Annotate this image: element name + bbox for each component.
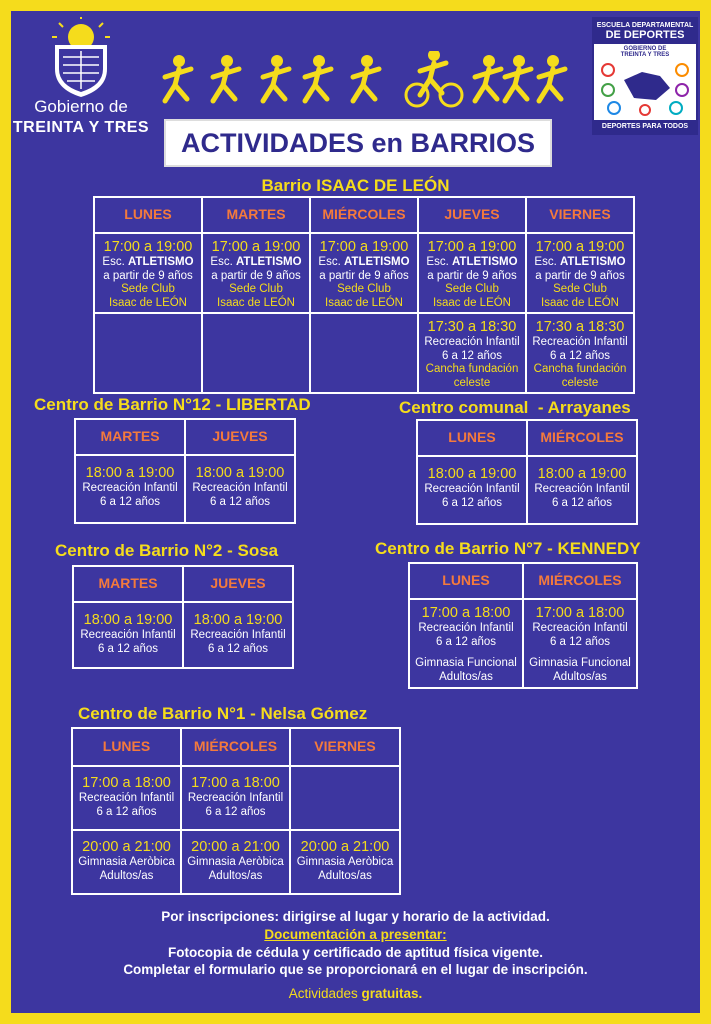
day-header: MARTES bbox=[202, 197, 310, 233]
age: 6 a 12 años bbox=[209, 495, 271, 508]
activity: Recreación Infantil bbox=[534, 483, 630, 495]
footer-free-bold: gratuitas. bbox=[361, 986, 423, 1001]
time: 17:00 a 19:00 bbox=[427, 239, 517, 255]
place: Sede Club bbox=[229, 283, 283, 295]
activity bbox=[96, 256, 200, 270]
time: 18:00 a 19:00 bbox=[195, 465, 285, 481]
day-header: JUEVES bbox=[183, 566, 293, 602]
activity: Gimnasia Aeròbica bbox=[296, 856, 394, 868]
day-header: MIÉRCOLES bbox=[527, 420, 637, 456]
section-title-nelsa: Centro de Barrio N°1 - Nelsa Gómez bbox=[78, 704, 368, 723]
activity-prefix: Esc. bbox=[318, 256, 344, 268]
age: a partir de 9 años bbox=[319, 269, 409, 282]
place: celeste bbox=[453, 376, 491, 389]
age: 6 a 12 años bbox=[96, 805, 157, 818]
age: Adultos/as bbox=[553, 670, 607, 683]
place: Sede Club bbox=[553, 283, 607, 295]
activity-prefix: Esc. bbox=[102, 256, 128, 268]
age: 6 a 12 años bbox=[549, 349, 611, 362]
age: a partir de 9 años bbox=[427, 269, 517, 282]
activity-name: ATLETISMO bbox=[451, 256, 518, 268]
activity-name: ATLETISMO bbox=[235, 256, 302, 268]
activity-prefix: Esc. bbox=[426, 256, 452, 268]
sports-school-badge-icon bbox=[592, 17, 698, 135]
schedule-libertad bbox=[74, 418, 296, 524]
footer-free bbox=[11, 986, 700, 1001]
time: 17:00 a 18:00 bbox=[421, 605, 511, 621]
section-title-kennedy: Centro de Barrio N°7 - KENNEDY bbox=[375, 539, 641, 558]
schedule-cell bbox=[418, 233, 526, 313]
page-title: ACTIVIDADES en BARRIOS bbox=[164, 119, 552, 167]
schedule-cell-empty bbox=[290, 766, 400, 830]
logo-text bbox=[6, 97, 156, 137]
schedule-cell bbox=[418, 313, 526, 393]
footer-form: Completar el formulario que se proporcionará en el lugar de inscripción. bbox=[123, 962, 588, 977]
day-header: JUEVES bbox=[418, 197, 526, 233]
schedule-cell bbox=[94, 233, 202, 313]
place: Isaac de LEÓN bbox=[217, 296, 295, 309]
time: 17:30 a 18:30 bbox=[427, 319, 517, 335]
activity: Recreación Infantil bbox=[532, 336, 628, 348]
age: a partir de 9 años bbox=[535, 269, 625, 282]
activity-prefix: Esc. bbox=[534, 256, 560, 268]
schedule-cell bbox=[523, 599, 637, 688]
place: celeste bbox=[561, 376, 599, 389]
schedule-cell bbox=[72, 766, 181, 830]
time: 17:00 a 18:00 bbox=[191, 775, 280, 791]
day-header: LUNES bbox=[72, 728, 181, 766]
day-header: MIÉRCOLES bbox=[181, 728, 290, 766]
day-header: JUEVES bbox=[185, 419, 295, 455]
schedule-cell bbox=[526, 233, 634, 313]
schedule-cell bbox=[185, 455, 295, 523]
day-header: LUNES bbox=[417, 420, 527, 456]
time: 18:00 a 19:00 bbox=[193, 612, 283, 628]
activity: Recreación Infantil bbox=[80, 629, 176, 641]
day-header: MARTES bbox=[73, 566, 183, 602]
time: 20:00 a 21:00 bbox=[300, 839, 390, 855]
age: a partir de 9 años bbox=[211, 269, 301, 282]
age: 6 a 12 años bbox=[207, 642, 269, 655]
section-title-libertad: Centro de Barrio N°12 - LIBERTAD bbox=[34, 395, 311, 414]
day-header: MIÉRCOLES bbox=[523, 563, 637, 599]
day-header: LUNES bbox=[409, 563, 523, 599]
schedule-cell-empty bbox=[202, 313, 310, 393]
schedule-nelsa bbox=[71, 727, 401, 895]
badge-footer: DEPORTES PARA TODOS bbox=[594, 120, 696, 133]
age: Adultos/as bbox=[439, 670, 493, 683]
activity bbox=[528, 256, 632, 270]
poster bbox=[11, 11, 700, 1013]
badge-line3: GOBIERNO DE TREINTA Y TRES bbox=[620, 46, 670, 58]
activity: Gimnasia Funcional bbox=[415, 657, 517, 669]
schedule-cell bbox=[527, 456, 637, 524]
age: 6 a 12 años bbox=[97, 642, 159, 655]
activity-name: ATLETISMO bbox=[343, 256, 410, 268]
activity: Recreación Infantil bbox=[187, 792, 284, 804]
place: Cancha fundación bbox=[533, 363, 627, 375]
activity: Recreación Infantil bbox=[190, 629, 286, 641]
age: 6 a 12 años bbox=[551, 496, 613, 509]
age: 6 a 12 años bbox=[549, 635, 611, 648]
activity: Recreación Infantil bbox=[82, 482, 178, 494]
badge-sports-icons bbox=[594, 60, 696, 116]
schedule-isaac bbox=[93, 196, 635, 394]
coat-of-arms-icon bbox=[49, 17, 113, 99]
age: 6 a 12 años bbox=[441, 349, 503, 362]
schedule-cell bbox=[75, 455, 185, 523]
schedule-cell bbox=[183, 602, 293, 668]
footer-documents-label: Documentación a presentar: bbox=[264, 927, 447, 942]
schedule-cell-empty bbox=[310, 313, 418, 393]
time: 18:00 a 19:00 bbox=[83, 612, 173, 628]
schedule-cell bbox=[409, 599, 523, 688]
logo-line2: TREINTA Y TRES bbox=[12, 119, 150, 136]
schedule-cell-empty bbox=[94, 313, 202, 393]
day-header: MIÉRCOLES bbox=[310, 197, 418, 233]
place: Sede Club bbox=[337, 283, 391, 295]
badge-header bbox=[594, 19, 696, 44]
footer-inscriptions: Por inscripciones: dirigirse al lugar y horario de la actividad. bbox=[161, 909, 550, 924]
footer-free-text bbox=[289, 986, 423, 1001]
badge-line2: DE DEPORTES bbox=[605, 29, 685, 41]
athletes-silhouettes-icon bbox=[159, 51, 569, 109]
schedule-cell bbox=[526, 313, 634, 393]
day-header: VIERNES bbox=[290, 728, 400, 766]
time: 18:00 a 19:00 bbox=[85, 465, 175, 481]
schedule-kennedy bbox=[408, 562, 638, 689]
activity: Recreación Infantil bbox=[424, 336, 520, 348]
time: 17:00 a 19:00 bbox=[103, 239, 193, 255]
schedule-cell bbox=[72, 830, 181, 894]
day-header: MARTES bbox=[75, 419, 185, 455]
schedule-cell bbox=[181, 766, 290, 830]
time: 17:00 a 19:00 bbox=[319, 239, 409, 255]
age: 6 a 12 años bbox=[435, 635, 497, 648]
section-title-arrayanes: Centro comunal - Arrayanes bbox=[399, 398, 631, 417]
activity bbox=[420, 256, 524, 270]
badge-line1: ESCUELA DEPARTAMENTAL bbox=[596, 22, 694, 29]
footer-free-prefix: Actividades bbox=[288, 986, 362, 1001]
activity-name: ATLETISMO bbox=[127, 256, 194, 268]
schedule-cell bbox=[202, 233, 310, 313]
age: a partir de 9 años bbox=[103, 269, 193, 282]
place: Cancha fundación bbox=[425, 363, 519, 375]
time: 17:30 a 18:30 bbox=[535, 319, 625, 335]
age: Adultos/as bbox=[318, 869, 372, 882]
place: Sede Club bbox=[121, 283, 175, 295]
time: 17:00 a 18:00 bbox=[535, 605, 625, 621]
schedule-arrayanes bbox=[416, 419, 638, 525]
activity bbox=[312, 256, 416, 270]
age: 6 a 12 años bbox=[441, 496, 503, 509]
age: 6 a 12 años bbox=[205, 805, 266, 818]
logo-line1: Gobierno de bbox=[34, 97, 128, 116]
time: 18:00 a 19:00 bbox=[427, 466, 517, 482]
place: Sede Club bbox=[445, 283, 499, 295]
footer-documents bbox=[11, 927, 700, 942]
time: 20:00 a 21:00 bbox=[82, 839, 171, 855]
time: 17:00 a 18:00 bbox=[82, 775, 171, 791]
activity: Recreación Infantil bbox=[78, 792, 175, 804]
age: Adultos/as bbox=[99, 869, 154, 882]
schedule-cell bbox=[290, 830, 400, 894]
schedule-cell bbox=[310, 233, 418, 313]
place: Isaac de LEÓN bbox=[433, 296, 511, 309]
footer-requirements: Fotocopia de cédula y certificado de aptitud física vigente. bbox=[167, 945, 544, 960]
activity: Gimnasia Aeròbica bbox=[187, 856, 284, 868]
activity: Recreación Infantil bbox=[424, 483, 520, 495]
schedule-cell bbox=[417, 456, 527, 524]
age: 6 a 12 años bbox=[99, 495, 161, 508]
activity: Recreación Infantil bbox=[192, 482, 288, 494]
activity: Gimnasia Aeròbica bbox=[78, 856, 175, 868]
time: 17:00 a 19:00 bbox=[211, 239, 301, 255]
activity-prefix: Esc. bbox=[210, 256, 236, 268]
age: Adultos/as bbox=[208, 869, 263, 882]
place: Isaac de LEÓN bbox=[541, 296, 619, 309]
time: 20:00 a 21:00 bbox=[191, 839, 280, 855]
day-header: VIERNES bbox=[526, 197, 634, 233]
activity: Recreación Infantil bbox=[532, 622, 628, 634]
place: Isaac de LEÓN bbox=[325, 296, 403, 309]
schedule-sosa bbox=[72, 565, 294, 669]
activity bbox=[204, 256, 308, 270]
day-header: LUNES bbox=[94, 197, 202, 233]
section-title-sosa: Centro de Barrio N°2 - Sosa bbox=[55, 541, 279, 560]
time: 17:00 a 19:00 bbox=[535, 239, 625, 255]
section-title-isaac: Barrio ISAAC DE LEÓN bbox=[261, 176, 450, 195]
schedule-cell bbox=[181, 830, 290, 894]
place: Isaac de LEÓN bbox=[109, 296, 187, 309]
schedule-cell bbox=[73, 602, 183, 668]
time: 18:00 a 19:00 bbox=[537, 466, 627, 482]
activity: Gimnasia Funcional bbox=[529, 657, 631, 669]
activity: Recreación Infantil bbox=[418, 622, 514, 634]
activity-name: ATLETISMO bbox=[559, 256, 626, 268]
